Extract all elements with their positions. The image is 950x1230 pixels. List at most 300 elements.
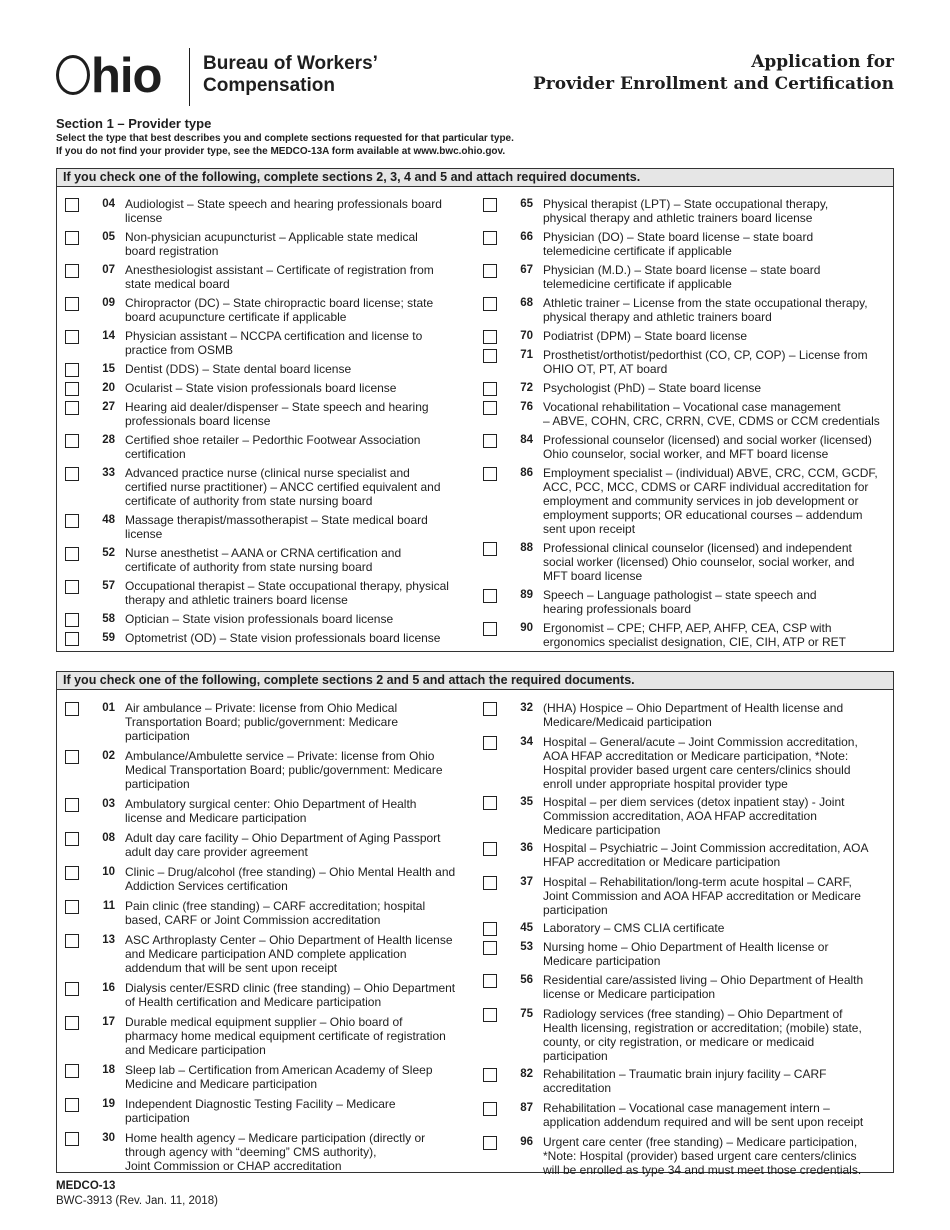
provider-type-checkbox-76[interactable]: [483, 401, 497, 415]
provider-type-checkbox-04[interactable]: [65, 198, 79, 212]
form-title-line2: Provider Enrollment and Certification: [533, 74, 894, 94]
provider-type-description: [543, 1101, 863, 1129]
provider-type-checkbox-09[interactable]: [65, 297, 79, 311]
provider-type-item-05: [57, 230, 418, 258]
provider-type-item-07: [57, 263, 434, 291]
provider-type-checkbox-53[interactable]: [483, 941, 497, 955]
provider-type-description-line: AOA HFAP accreditation or Medicare participation, *Note:: [543, 749, 849, 763]
provider-type-code: 15: [102, 363, 115, 375]
provider-type-code: 67: [520, 264, 533, 276]
provider-type-description-line: Ergonomist – CPE; CHFP, AEP, AHFP, CEA, CSP with: [543, 621, 832, 635]
provider-type-checkbox-75[interactable]: [483, 1008, 497, 1022]
provider-type-description: [543, 795, 844, 837]
provider-type-description: [125, 263, 434, 291]
bureau-name-line2: Compensation: [203, 75, 335, 96]
provider-type-description-line: certified nurse practitioner) – ANCC certified equivalent and: [125, 480, 441, 494]
provider-type-description: [125, 579, 449, 607]
provider-type-item-84: [475, 433, 872, 461]
provider-type-item-36: [475, 841, 868, 869]
provider-type-item-09: [57, 296, 433, 324]
provider-type-description-line: Hospital provider based urgent care centers/clinics should: [543, 763, 851, 777]
provider-type-code: 71: [520, 349, 533, 361]
provider-type-description-line: social worker (licensed) Ohio counselor, social worker, and: [543, 555, 855, 569]
provider-type-description: [125, 197, 442, 225]
provider-type-description-line: participation: [125, 1111, 190, 1125]
provider-type-description-line: telemedicine certificate if applicable: [543, 277, 732, 291]
provider-type-code: 19: [102, 1098, 115, 1110]
provider-type-checkbox-33[interactable]: [65, 467, 79, 481]
provider-type-description-line: Physical therapist (LPT) – State occupational therapy,: [543, 197, 829, 211]
provider-type-description-line: Medicare/Medicaid participation: [543, 715, 712, 729]
provider-type-code: 36: [520, 842, 533, 854]
provider-type-item-59: [57, 631, 440, 646]
provider-type-description-line: *Note: Hospital (provider) based urgent care centers/clinics: [543, 1149, 857, 1163]
provider-type-description-line: employment supports; OR educational courses – addendum: [543, 508, 863, 522]
provider-type-description-line: Nursing home – Ohio Department of Health license or: [543, 940, 829, 954]
provider-type-code: 28: [102, 434, 115, 446]
provider-type-description-line: Athletic trainer – License from the state occupational therapy,: [543, 296, 868, 310]
provider-type-description-line: Joint Commission and AOA HFAP accreditation or Medicare: [543, 889, 861, 903]
provider-type-description: [543, 348, 868, 376]
provider-type-description: [543, 296, 868, 324]
provider-type-description-line: MFT board license: [543, 569, 643, 583]
provider-type-description: [543, 466, 878, 536]
provider-type-checkbox-57[interactable]: [65, 580, 79, 594]
provider-type-checkbox-02[interactable]: [65, 750, 79, 764]
provider-type-item-68: [475, 296, 868, 324]
provider-type-description: [125, 797, 416, 825]
provider-type-description-line: Certified shoe retailer – Pedorthic Footwear Association: [125, 433, 421, 447]
provider-type-description-line: Physician (M.D.) – State board license – state board: [543, 263, 821, 277]
provider-type-description-line: Physician (DO) – State board license – state board: [543, 230, 814, 244]
provider-type-description-line: Employment specialist – (individual) ABVE, CRC, CCM, GCDF,: [543, 466, 878, 480]
provider-type-item-01: [57, 701, 398, 743]
provider-type-code: 33: [102, 467, 115, 479]
provider-type-description-line: Pain clinic (free standing) – CARF accreditation; hospital: [125, 899, 426, 913]
provider-type-description-line: board registration: [125, 244, 219, 258]
provider-type-description: [543, 263, 820, 291]
ohio-logo-o-icon: [56, 55, 90, 95]
provider-type-code: 88: [520, 542, 533, 554]
provider-type-checkbox-56[interactable]: [483, 974, 497, 988]
provider-type-description-line: license or Medicare participation: [543, 987, 716, 1001]
provider-type-item-04: [57, 197, 442, 225]
provider-type-description: [125, 362, 351, 377]
provider-type-code: 90: [520, 622, 533, 634]
provider-type-description-line: Physician assistant – NCCPA certification and license to: [125, 329, 423, 343]
provider-type-item-56: [475, 973, 863, 1001]
provider-type-description-line: Anesthesiologist assistant – Certificate of registration from: [125, 263, 434, 277]
provider-type-checkbox-08[interactable]: [65, 832, 79, 846]
bureau-name: [203, 53, 378, 97]
provider-type-description-line: Dentist (DDS) – State dental board license: [125, 362, 352, 376]
provider-type-code: 75: [520, 1008, 533, 1020]
provider-type-description-line: addendum that will be sent upon receipt: [125, 961, 338, 975]
provider-type-checkbox-59[interactable]: [65, 632, 79, 646]
provider-type-description-line: Advanced practice nurse (clinical nurse specialist and: [125, 466, 410, 480]
provider-type-item-10: [57, 865, 455, 893]
provider-type-item-76: [475, 400, 880, 428]
form-title-line1: Application for: [751, 52, 894, 72]
provider-type-checkbox-14[interactable]: [65, 330, 79, 344]
section1-note2: If you do not find your provider type, see the MEDCO-13A form available at www.bwc.ohio.gov.: [56, 146, 506, 157]
provider-type-description-line: county, or city registration, or medicare or medicaid: [543, 1035, 815, 1049]
provider-type-checkbox-68[interactable]: [483, 297, 497, 311]
provider-type-code: 04: [102, 198, 115, 210]
provider-type-description: [125, 1097, 396, 1125]
provider-type-description-line: enroll under appropriate hospital provider type: [543, 777, 788, 791]
provider-type-code: 30: [102, 1132, 115, 1144]
provider-type-description-line: Vocational rehabilitation – Vocational case management: [543, 400, 841, 414]
provider-type-description: [125, 381, 396, 396]
provider-type-checkbox-34[interactable]: [483, 736, 497, 750]
provider-type-checkbox-48[interactable]: [65, 514, 79, 528]
provider-type-description-line: license: [125, 527, 163, 541]
section1-note1: Select the type that best describes you and complete sections requested for that particular type.: [56, 133, 514, 144]
provider-type-description: [543, 197, 828, 225]
provider-type-checkbox-30[interactable]: [65, 1132, 79, 1146]
provider-type-item-37: [475, 875, 861, 917]
provider-type-description-line: telemedicine certificate if applicable: [543, 244, 732, 258]
provider-type-description-line: (HHA) Hospice – Ohio Department of Health license and: [543, 701, 844, 715]
provider-type-checkbox-66[interactable]: [483, 231, 497, 245]
provider-group2-box: [56, 671, 894, 1177]
provider-type-description-line: Joint Commission or CHAP accreditation: [125, 1159, 342, 1173]
provider-type-checkbox-87[interactable]: [483, 1102, 497, 1116]
provider-type-description-line: adult day care provider agreement: [125, 845, 308, 859]
provider-type-code: 72: [520, 382, 533, 394]
provider-type-checkbox-72[interactable]: [483, 382, 497, 396]
page-footer: [56, 1179, 218, 1209]
provider-type-description: [125, 865, 455, 893]
provider-type-description-line: Radiology services (free standing) – Ohio Department of: [543, 1007, 843, 1021]
provider-type-description: [543, 735, 858, 791]
provider-type-item-86: [475, 466, 878, 536]
provider-type-description-line: employment and community services in job development or: [543, 494, 859, 508]
provider-type-code: 17: [102, 1016, 115, 1028]
provider-type-description: [125, 466, 441, 508]
provider-type-code: 05: [102, 231, 115, 243]
provider-type-description-line: Speech – Language pathologist – state speech and: [543, 588, 817, 602]
provider-type-description-line: Rehabilitation – Vocational case management intern –: [543, 1101, 830, 1115]
provider-type-description-line: Psychologist (PhD) – State board license: [543, 381, 762, 395]
provider-group1-box: [56, 168, 894, 652]
provider-type-description: [543, 973, 863, 1001]
provider-type-description: [125, 433, 420, 461]
provider-type-description: [543, 1135, 861, 1177]
provider-type-checkbox-01[interactable]: [65, 702, 79, 716]
provider-type-description-line: Home health agency – Medicare participation (directly or: [125, 1131, 426, 1145]
provider-type-code: 68: [520, 297, 533, 309]
provider-type-code: 89: [520, 589, 533, 601]
provider-type-description: [543, 400, 880, 428]
provider-type-description-line: Optometrist (OD) – State vision professionals board license: [125, 631, 441, 645]
provider-type-description-line: Durable medical equipment supplier – Ohio board of: [125, 1015, 403, 1029]
provider-type-description: [543, 621, 846, 649]
provider-type-description-line: Hospital – Psychiatric – Joint Commission accreditation, AOA: [543, 841, 869, 855]
provider-type-description: [125, 631, 440, 646]
provider-type-description: [543, 875, 861, 917]
provider-type-code: 13: [102, 934, 115, 946]
provider-type-description-line: certification: [125, 447, 186, 461]
provider-type-checkbox-67[interactable]: [483, 264, 497, 278]
page-header: [56, 48, 894, 108]
provider-type-item-13: [57, 933, 453, 975]
provider-type-item-35: [475, 795, 844, 837]
provider-type-code: 11: [102, 900, 115, 912]
provider-type-description: [543, 841, 868, 869]
provider-type-description-line: Residential care/assisted living – Ohio Department of Health: [543, 973, 864, 987]
provider-type-description-line: Addiction Services certification: [125, 879, 288, 893]
provider-type-item-18: [57, 1063, 433, 1091]
provider-type-code: 96: [520, 1136, 533, 1148]
provider-type-code: 65: [520, 198, 533, 210]
provider-type-description: [125, 329, 422, 357]
provider-type-item-19: [57, 1097, 396, 1125]
provider-type-item-82: [475, 1067, 826, 1095]
provider-type-description: [543, 921, 724, 936]
provider-type-checkbox-16[interactable]: [65, 982, 79, 996]
provider-type-description: [125, 612, 393, 627]
provider-type-code: 32: [520, 702, 533, 714]
provider-type-checkbox-65[interactable]: [483, 198, 497, 212]
provider-type-code: 56: [520, 974, 533, 986]
provider-type-description-line: certificate of authority from state nursing board: [125, 560, 373, 574]
provider-type-description-line: Occupational therapist – State occupational therapy, physical: [125, 579, 449, 593]
provider-group1-left-column: [57, 188, 472, 650]
provider-type-item-88: [475, 541, 854, 583]
provider-type-code: 45: [520, 922, 533, 934]
provider-type-description: [125, 400, 429, 428]
provider-type-checkbox-71[interactable]: [483, 349, 497, 363]
provider-type-description: [543, 381, 761, 396]
provider-type-code: 14: [102, 330, 115, 342]
provider-type-description: [543, 541, 854, 583]
provider-type-item-32: [475, 701, 843, 729]
provider-type-description-line: ASC Arthroplasty Center – Ohio Department of Health license: [125, 933, 453, 947]
provider-type-description-line: Clinic – Drug/alcohol (free standing) – Ohio Mental Health and: [125, 865, 456, 879]
provider-type-description: [125, 981, 455, 1009]
provider-type-description-line: Ocularist – State vision professionals board license: [125, 381, 397, 395]
provider-type-description-line: Chiropractor (DC) – State chiropractic board license; state: [125, 296, 434, 310]
provider-type-description-line: Optician – State vision professionals board license: [125, 612, 394, 626]
provider-type-description: [543, 701, 843, 729]
provider-type-code: 02: [102, 750, 115, 762]
provider-type-description-line: will be enrolled as type 34 and must meet those credentials.: [543, 1163, 862, 1177]
provider-type-description-line: Medical Transportation Board; public/government: Medicare: [125, 763, 443, 777]
provider-group2-heading: If you check one of the following, complete sections 2 and 5 and attach the required documents.: [57, 672, 893, 690]
provider-type-checkbox-19[interactable]: [65, 1098, 79, 1112]
provider-type-item-08: [57, 831, 441, 859]
provider-type-checkbox-88[interactable]: [483, 542, 497, 556]
provider-type-code: 70: [520, 330, 533, 342]
logo-divider: [189, 48, 190, 106]
provider-type-description-line: Urgent care center (free standing) – Medicare participation,: [543, 1135, 858, 1149]
provider-type-item-11: [57, 899, 425, 927]
ohio-logo-text: hio: [91, 49, 162, 103]
provider-type-description-line: Independent Diagnostic Testing Facility – Medicare: [125, 1097, 396, 1111]
provider-type-checkbox-37[interactable]: [483, 876, 497, 890]
provider-type-description-line: participation: [543, 1049, 608, 1063]
provider-type-description-line: Ambulance/Ambulette service – Private: license from Ohio: [125, 749, 435, 763]
provider-type-item-03: [57, 797, 416, 825]
provider-type-description-line: Medicare participation: [543, 954, 661, 968]
provider-type-checkbox-28[interactable]: [65, 434, 79, 448]
provider-type-code: 52: [102, 547, 115, 559]
provider-type-item-30: [57, 1131, 425, 1173]
provider-type-description-line: Hospital – per diem services (detox inpatient stay) - Joint: [543, 795, 845, 809]
provider-type-checkbox-13[interactable]: [65, 934, 79, 948]
provider-type-checkbox-11[interactable]: [65, 900, 79, 914]
provider-type-checkbox-15[interactable]: [65, 363, 79, 377]
provider-type-item-52: [57, 546, 401, 574]
provider-type-checkbox-70[interactable]: [483, 330, 497, 344]
provider-type-code: 58: [102, 613, 115, 625]
provider-type-description-line: professionals board license: [125, 414, 271, 428]
provider-type-description: [125, 933, 453, 975]
provider-type-item-58: [57, 612, 393, 627]
provider-type-checkbox-17[interactable]: [65, 1016, 79, 1030]
provider-type-description-line: Professional clinical counselor (licensed) and independent: [543, 541, 852, 555]
provider-type-checkbox-45[interactable]: [483, 922, 497, 936]
provider-type-description-line: ACC, PCC, MCC, CDMS or CARF individual accreditation for: [543, 480, 869, 494]
provider-type-item-16: [57, 981, 455, 1009]
form-revision: BWC-3913 (Rev. Jan. 11, 2018): [56, 1195, 218, 1207]
provider-type-checkbox-82[interactable]: [483, 1068, 497, 1082]
provider-type-item-15: [57, 362, 351, 377]
provider-type-item-28: [57, 433, 420, 461]
provider-type-code: 53: [520, 941, 533, 953]
provider-type-item-27: [57, 400, 429, 428]
provider-type-description-line: Hospital – General/acute – Joint Commission accreditation,: [543, 735, 858, 749]
provider-type-description-line: of Health certification and Medicare participation: [125, 995, 382, 1009]
provider-type-description: [543, 1007, 862, 1063]
provider-type-description-line: Medicare participation: [543, 823, 661, 837]
provider-type-description-line: Hospital – Rehabilitation/long-term acute hospital – CARF,: [543, 875, 852, 889]
provider-type-code: 01: [102, 702, 115, 714]
provider-type-description: [125, 230, 418, 258]
provider-type-description-line: based, CARF or Joint Commission accreditation: [125, 913, 381, 927]
provider-type-checkbox-36[interactable]: [483, 842, 497, 856]
provider-type-item-72: [475, 381, 761, 396]
provider-type-item-65: [475, 197, 828, 225]
provider-group2-left-column: [57, 691, 472, 1171]
provider-type-item-66: [475, 230, 813, 258]
provider-type-item-75: [475, 1007, 862, 1063]
provider-type-description: [125, 1063, 433, 1091]
provider-group1-right-column: [475, 188, 893, 650]
provider-type-description-line: HFAP accreditation or Medicare participation: [543, 855, 781, 869]
provider-type-description-line: and Medicare participation: [125, 1043, 266, 1057]
provider-type-description-line: Sleep lab – Certification from American Academy of Sleep: [125, 1063, 433, 1077]
provider-type-item-33: [57, 466, 441, 508]
provider-type-description-line: Hearing aid dealer/dispenser – State speech and hearing: [125, 400, 429, 414]
provider-type-checkbox-86[interactable]: [483, 467, 497, 481]
provider-type-description-line: through agency with “deeming” CMS authority),: [125, 1145, 377, 1159]
provider-type-code: 57: [102, 580, 115, 592]
provider-type-item-17: [57, 1015, 446, 1057]
provider-type-description-line: state medical board: [125, 277, 230, 291]
provider-type-description-line: participation: [543, 903, 608, 917]
provider-type-checkbox-52[interactable]: [65, 547, 79, 561]
provider-type-checkbox-03[interactable]: [65, 798, 79, 812]
provider-type-description: [125, 513, 428, 541]
provider-type-code: 59: [102, 632, 115, 644]
provider-type-checkbox-27[interactable]: [65, 401, 79, 415]
provider-type-checkbox-89[interactable]: [483, 589, 497, 603]
provider-type-code: 66: [520, 231, 533, 243]
provider-type-description-line: sent upon receipt: [543, 522, 636, 536]
provider-type-code: 08: [102, 832, 115, 844]
provider-type-description: [125, 1015, 446, 1057]
bureau-name-line1: Bureau of Workers’: [203, 53, 378, 74]
provider-type-checkbox-32[interactable]: [483, 702, 497, 716]
provider-type-description-line: license and Medicare participation: [125, 811, 307, 825]
provider-type-description-line: Ohio counselor, social worker, and MFT board license: [543, 447, 829, 461]
provider-type-description: [125, 296, 433, 324]
provider-type-description-line: participation: [125, 777, 190, 791]
provider-type-description-line: hearing professionals board: [543, 602, 692, 616]
provider-type-description-line: participation: [125, 729, 190, 743]
provider-type-checkbox-10[interactable]: [65, 866, 79, 880]
provider-type-item-90: [475, 621, 846, 649]
provider-type-description: [125, 1131, 425, 1173]
provider-type-description-line: accreditation: [543, 1081, 612, 1095]
provider-type-description-line: Health licensing, registration or accreditation; (mobile) state,: [543, 1021, 862, 1035]
provider-type-code: 03: [102, 798, 115, 810]
provider-type-code: 18: [102, 1064, 115, 1076]
provider-type-code: 37: [520, 876, 533, 888]
provider-type-checkbox-84[interactable]: [483, 434, 497, 448]
provider-type-description-line: Medicine and Medicare participation: [125, 1077, 318, 1091]
provider-type-code: 48: [102, 514, 115, 526]
provider-type-checkbox-35[interactable]: [483, 796, 497, 810]
provider-type-code: 07: [102, 264, 115, 276]
form-id: MEDCO-13: [56, 1180, 116, 1192]
provider-type-item-53: [475, 940, 828, 968]
provider-type-description: [125, 899, 425, 927]
provider-type-description-line: Audiologist – State speech and hearing professionals board: [125, 197, 442, 211]
provider-type-description: [125, 546, 401, 574]
provider-type-code: 27: [102, 401, 115, 413]
provider-type-checkbox-20[interactable]: [65, 382, 79, 396]
provider-type-description: [125, 831, 441, 859]
provider-type-description-line: board acupuncture certificate if applicable: [125, 310, 347, 324]
provider-type-description-line: Nurse anesthetist – AANA or CRNA certification and: [125, 546, 402, 560]
provider-type-code: 87: [520, 1102, 533, 1114]
provider-type-description-line: Podiatrist (DPM) – State board license: [543, 329, 748, 343]
provider-type-description-line: Ambulatory surgical center: Ohio Department of Health: [125, 797, 417, 811]
provider-type-checkbox-96[interactable]: [483, 1136, 497, 1150]
provider-type-checkbox-58[interactable]: [65, 613, 79, 627]
provider-type-checkbox-18[interactable]: [65, 1064, 79, 1078]
provider-type-description-line: practice from OSMB: [125, 343, 234, 357]
provider-type-item-89: [475, 588, 817, 616]
provider-type-description-line: ergonomics specialist designation, CIE, CIH, ATP or RET: [543, 635, 847, 649]
provider-type-item-67: [475, 263, 820, 291]
provider-type-checkbox-90[interactable]: [483, 622, 497, 636]
provider-type-description-line: Laboratory – CMS CLIA certificate: [543, 921, 725, 935]
provider-type-description-line: license: [125, 211, 163, 225]
provider-group1-heading: If you check one of the following, complete sections 2, 3, 4 and 5 and attach required documents.: [57, 169, 893, 187]
provider-type-checkbox-07[interactable]: [65, 264, 79, 278]
provider-type-description-line: pharmacy home medical equipment certificate of registration: [125, 1029, 446, 1043]
provider-type-code: 86: [520, 467, 533, 479]
section1-intro: [56, 116, 514, 158]
provider-type-item-87: [475, 1101, 863, 1129]
provider-type-item-57: [57, 579, 449, 607]
provider-type-checkbox-05[interactable]: [65, 231, 79, 245]
